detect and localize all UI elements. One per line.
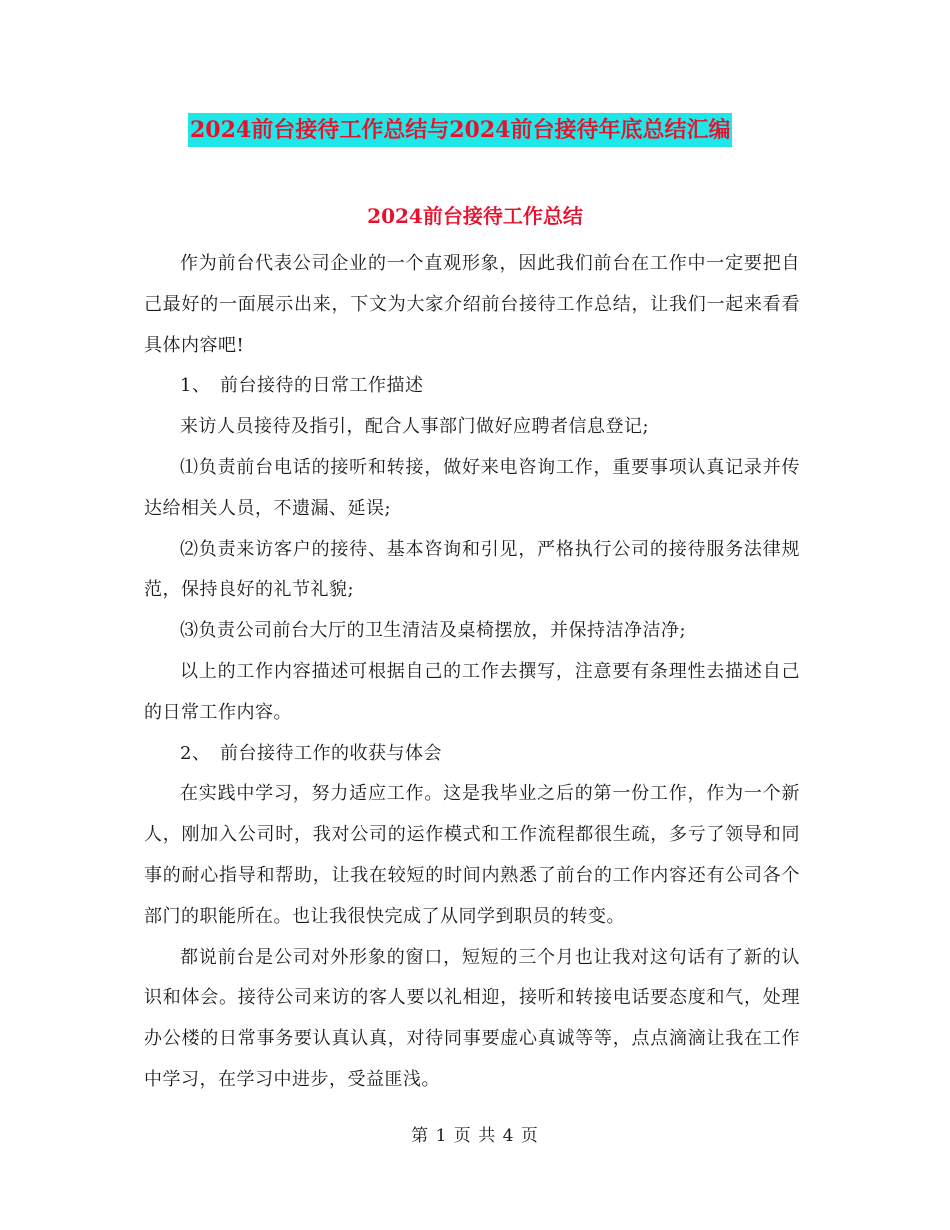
heading-daily-work: 1、 前台接待的日常工作描述 (180, 375, 424, 397)
page-number-footer: 第 1 页 共 4 页 (411, 1126, 539, 1146)
list-item-cleaning: ⑶负责公司前台大厅的卫生清洁及桌椅摆放，并保持洁净洁净; (180, 620, 687, 642)
list-item-visitors: ⑵负责来访客户的接待、基本咨询和引见，严格执行公司的接待服务法律规范，保持良好的礼节礼貌; (144, 538, 800, 601)
list-item-phone: ⑴负责前台电话的接听和转接，做好来电咨询工作，重要事项认真记录并传达给相关人员，不遗漏、延误; (144, 456, 800, 519)
paragraph-learning: 在实践中学习，努力适应工作。这是我毕业之后的第一份工作，作为一个新人，刚加入公司时，我对公司的运作模式和工作流程都很生疏，多亏了领导和同事的耐心指导和帮助，让我在较短的时间内熟悉了前台的工作内容还有公司各个部门的职能所在。也让我很快完成了从同学到职员的转变。 (144, 783, 800, 927)
document-body (144, 244, 800, 1101)
paragraph-visitor-reception: 来访人员接待及指引，配合人事部门做好应聘者信息登记; (180, 416, 650, 438)
paragraph-intro: 作为前台代表公司企业的一个直观形象，因此我们前台在工作中一定要把自己最好的一面展示出来，下文为大家介绍前台接待工作总结，让我们一起来看看具体内容吧! (144, 253, 800, 356)
heading-gains: 2、 前台接待工作的收获与体会 (180, 742, 442, 764)
document-title: 2024前台接待工作总结与2024前台接待年底总结汇编 (188, 113, 732, 147)
paragraph-window: 都说前台是公司对外形象的窗口，短短的三个月也让我对这句话有了新的认识和体会。接待公司来访的客人要以礼相迎，接听和转接电话要态度和气，处理办公楼的日常事务要认真认真，对待同事要虚心真诚等等，点点滴滴让我在工作中学习，在学习中进步，受益匪浅。 (144, 946, 800, 1090)
paragraph-writing-tip: 以上的工作内容描述可根据自己的工作去撰写，注意要有条理性去描述自己的日常工作内容。 (144, 660, 800, 723)
section-title: 2024前台接待工作总结 (367, 204, 583, 228)
